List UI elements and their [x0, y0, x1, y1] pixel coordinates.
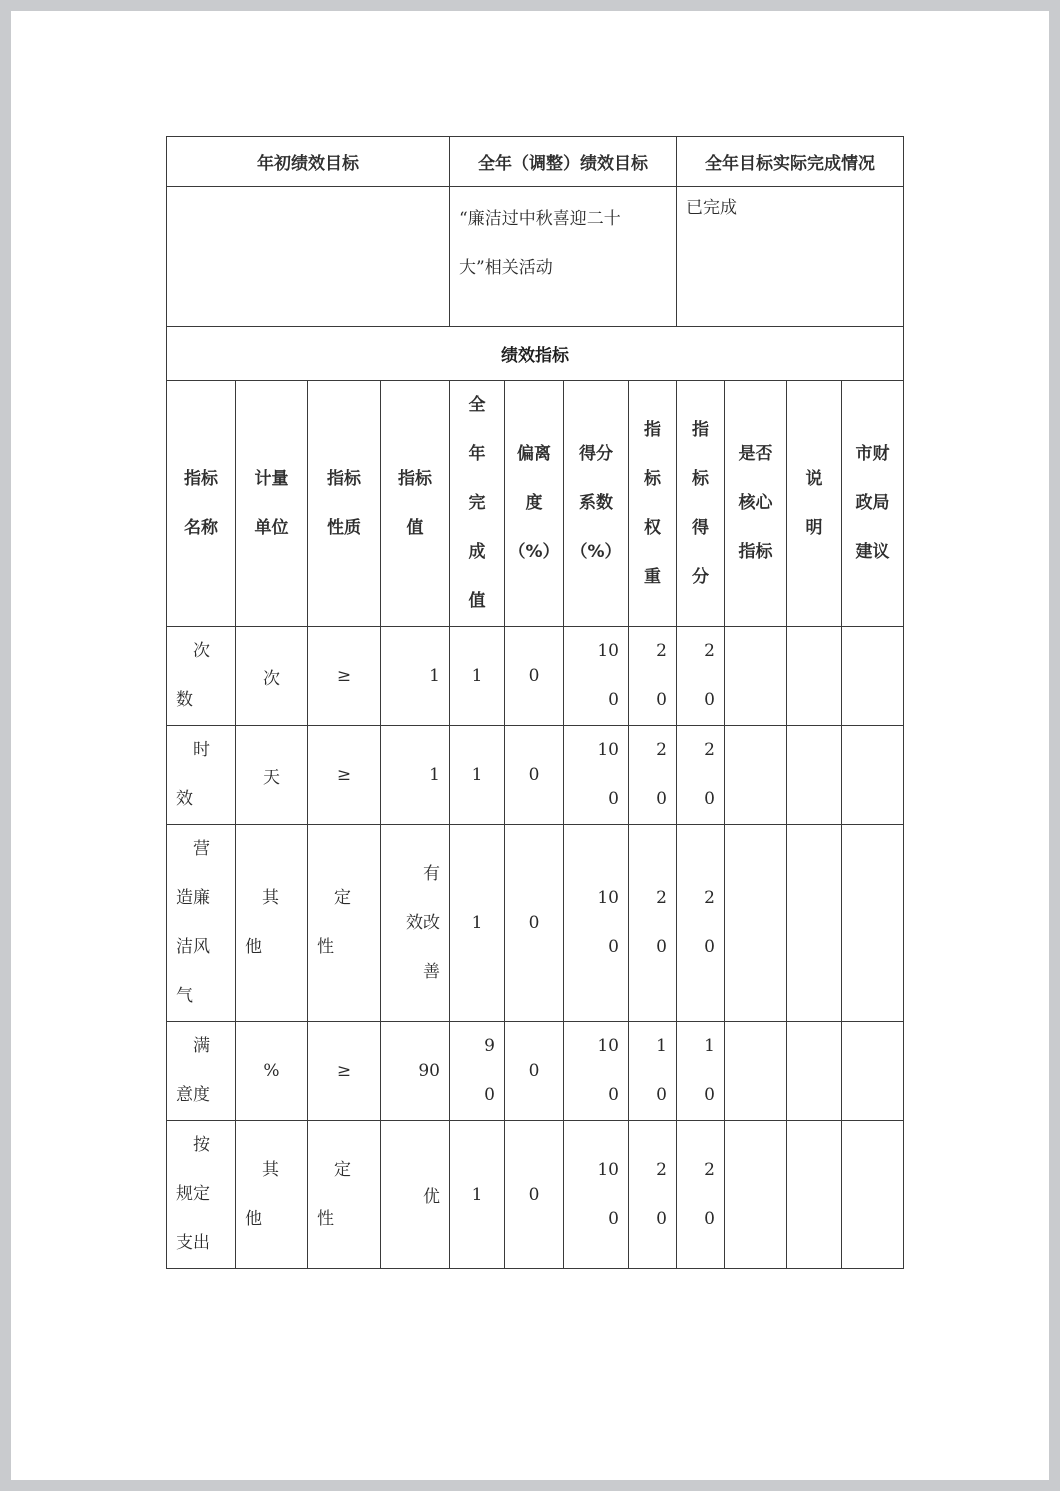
- target-value: 1: [381, 726, 450, 825]
- section-title-row: [167, 327, 904, 381]
- actual-value: 1: [450, 1121, 505, 1269]
- indicator-name: 满 意度: [167, 1022, 236, 1121]
- nature: 定 性: [308, 1121, 381, 1269]
- note: [787, 726, 842, 825]
- initial-goal-cell: [167, 187, 450, 327]
- table-row: [167, 1022, 904, 1121]
- score: 2 0: [677, 627, 725, 726]
- unit: 其 他: [236, 1121, 308, 1269]
- score-coefficient: 10 0: [564, 726, 629, 825]
- score-coefficient: 10 0: [564, 1121, 629, 1269]
- weight: 2 0: [629, 627, 677, 726]
- finance-advice: [842, 1022, 904, 1121]
- adjusted-goal-cell: “廉洁过中秋喜迎二十 大”相关活动: [450, 187, 677, 327]
- section-title: 绩效指标: [167, 327, 904, 381]
- weight: 2 0: [629, 726, 677, 825]
- is-core: [725, 627, 787, 726]
- col-note: 说 明: [805, 468, 823, 538]
- actual-value: 1: [450, 627, 505, 726]
- is-core: [725, 1121, 787, 1269]
- deviation: 0: [505, 1022, 564, 1121]
- note: [787, 825, 842, 1022]
- is-core: [725, 1022, 787, 1121]
- col-score-coefficient: 得分 系数 （%）: [570, 444, 622, 562]
- col-target-value: 指标 值: [398, 468, 432, 538]
- note: [787, 627, 842, 726]
- target-value: 90: [381, 1022, 450, 1121]
- weight: 2 0: [629, 1121, 677, 1269]
- col-finance-advice: 市财 政局 建议: [855, 444, 890, 562]
- table-row: [167, 627, 904, 726]
- actual-completion-header: 全年目标实际完成情况: [677, 137, 904, 187]
- unit: 次: [236, 627, 308, 726]
- unit: %: [236, 1022, 308, 1121]
- score-coefficient: 10 0: [564, 825, 629, 1022]
- target-value: 优: [381, 1121, 450, 1269]
- weight: 2 0: [629, 825, 677, 1022]
- deviation: 0: [505, 1121, 564, 1269]
- target-value: 有 效改 善: [381, 825, 450, 1022]
- score: 2 0: [677, 825, 725, 1022]
- column-header-row: [167, 381, 904, 627]
- unit: 天: [236, 726, 308, 825]
- col-weight: 指 标 权 重: [644, 419, 661, 587]
- indicator-name: 营 造廉 洁风 气: [167, 825, 236, 1022]
- score: 2 0: [677, 1121, 725, 1269]
- actual-value: 9 0: [450, 1022, 505, 1121]
- goal-header-row: [167, 137, 904, 187]
- is-core: [725, 726, 787, 825]
- score: 1 0: [677, 1022, 725, 1121]
- score: 2 0: [677, 726, 725, 825]
- score-coefficient: 10 0: [564, 627, 629, 726]
- col-indicator-name: 指标 名称: [184, 468, 218, 538]
- nature: ≥: [308, 627, 381, 726]
- nature: ≥: [308, 1022, 381, 1121]
- target-value: 1: [381, 627, 450, 726]
- actual-value: 1: [450, 825, 505, 1022]
- finance-advice: [842, 726, 904, 825]
- indicator-name: 次 数: [167, 627, 236, 726]
- nature: ≥: [308, 726, 381, 825]
- indicator-name: 时 效: [167, 726, 236, 825]
- col-nature: 指标 性质: [327, 468, 361, 538]
- note: [787, 1121, 842, 1269]
- performance-table: [166, 136, 904, 1269]
- deviation: 0: [505, 627, 564, 726]
- score-coefficient: 10 0: [564, 1022, 629, 1121]
- col-score: 指 标 得 分: [692, 419, 709, 587]
- finance-advice: [842, 627, 904, 726]
- document-page: [11, 11, 1049, 1480]
- deviation: 0: [505, 726, 564, 825]
- finance-advice: [842, 1121, 904, 1269]
- initial-goal-header: 年初绩效目标: [167, 137, 450, 187]
- table-row: [167, 1121, 904, 1269]
- is-core: [725, 825, 787, 1022]
- deviation: 0: [505, 825, 564, 1022]
- finance-advice: [842, 825, 904, 1022]
- nature: 定 性: [308, 825, 381, 1022]
- col-deviation: 偏离 度 （%）: [508, 444, 560, 562]
- unit: 其 他: [236, 825, 308, 1022]
- actual-value: 1: [450, 726, 505, 825]
- actual-completion-cell: 已完成: [677, 187, 904, 327]
- col-unit: 计量 单位: [254, 468, 289, 538]
- col-actual-value: 全 年 完 成 值: [468, 395, 486, 611]
- weight: 1 0: [629, 1022, 677, 1121]
- goal-content-row: [167, 187, 904, 327]
- note: [787, 1022, 842, 1121]
- indicator-name: 按 规定 支出: [167, 1121, 236, 1269]
- adjusted-goal-header: 全年（调整）绩效目标: [450, 137, 677, 187]
- table-row: [167, 825, 904, 1022]
- table-row: [167, 726, 904, 825]
- col-is-core: 是否 核心 指标: [738, 444, 773, 562]
